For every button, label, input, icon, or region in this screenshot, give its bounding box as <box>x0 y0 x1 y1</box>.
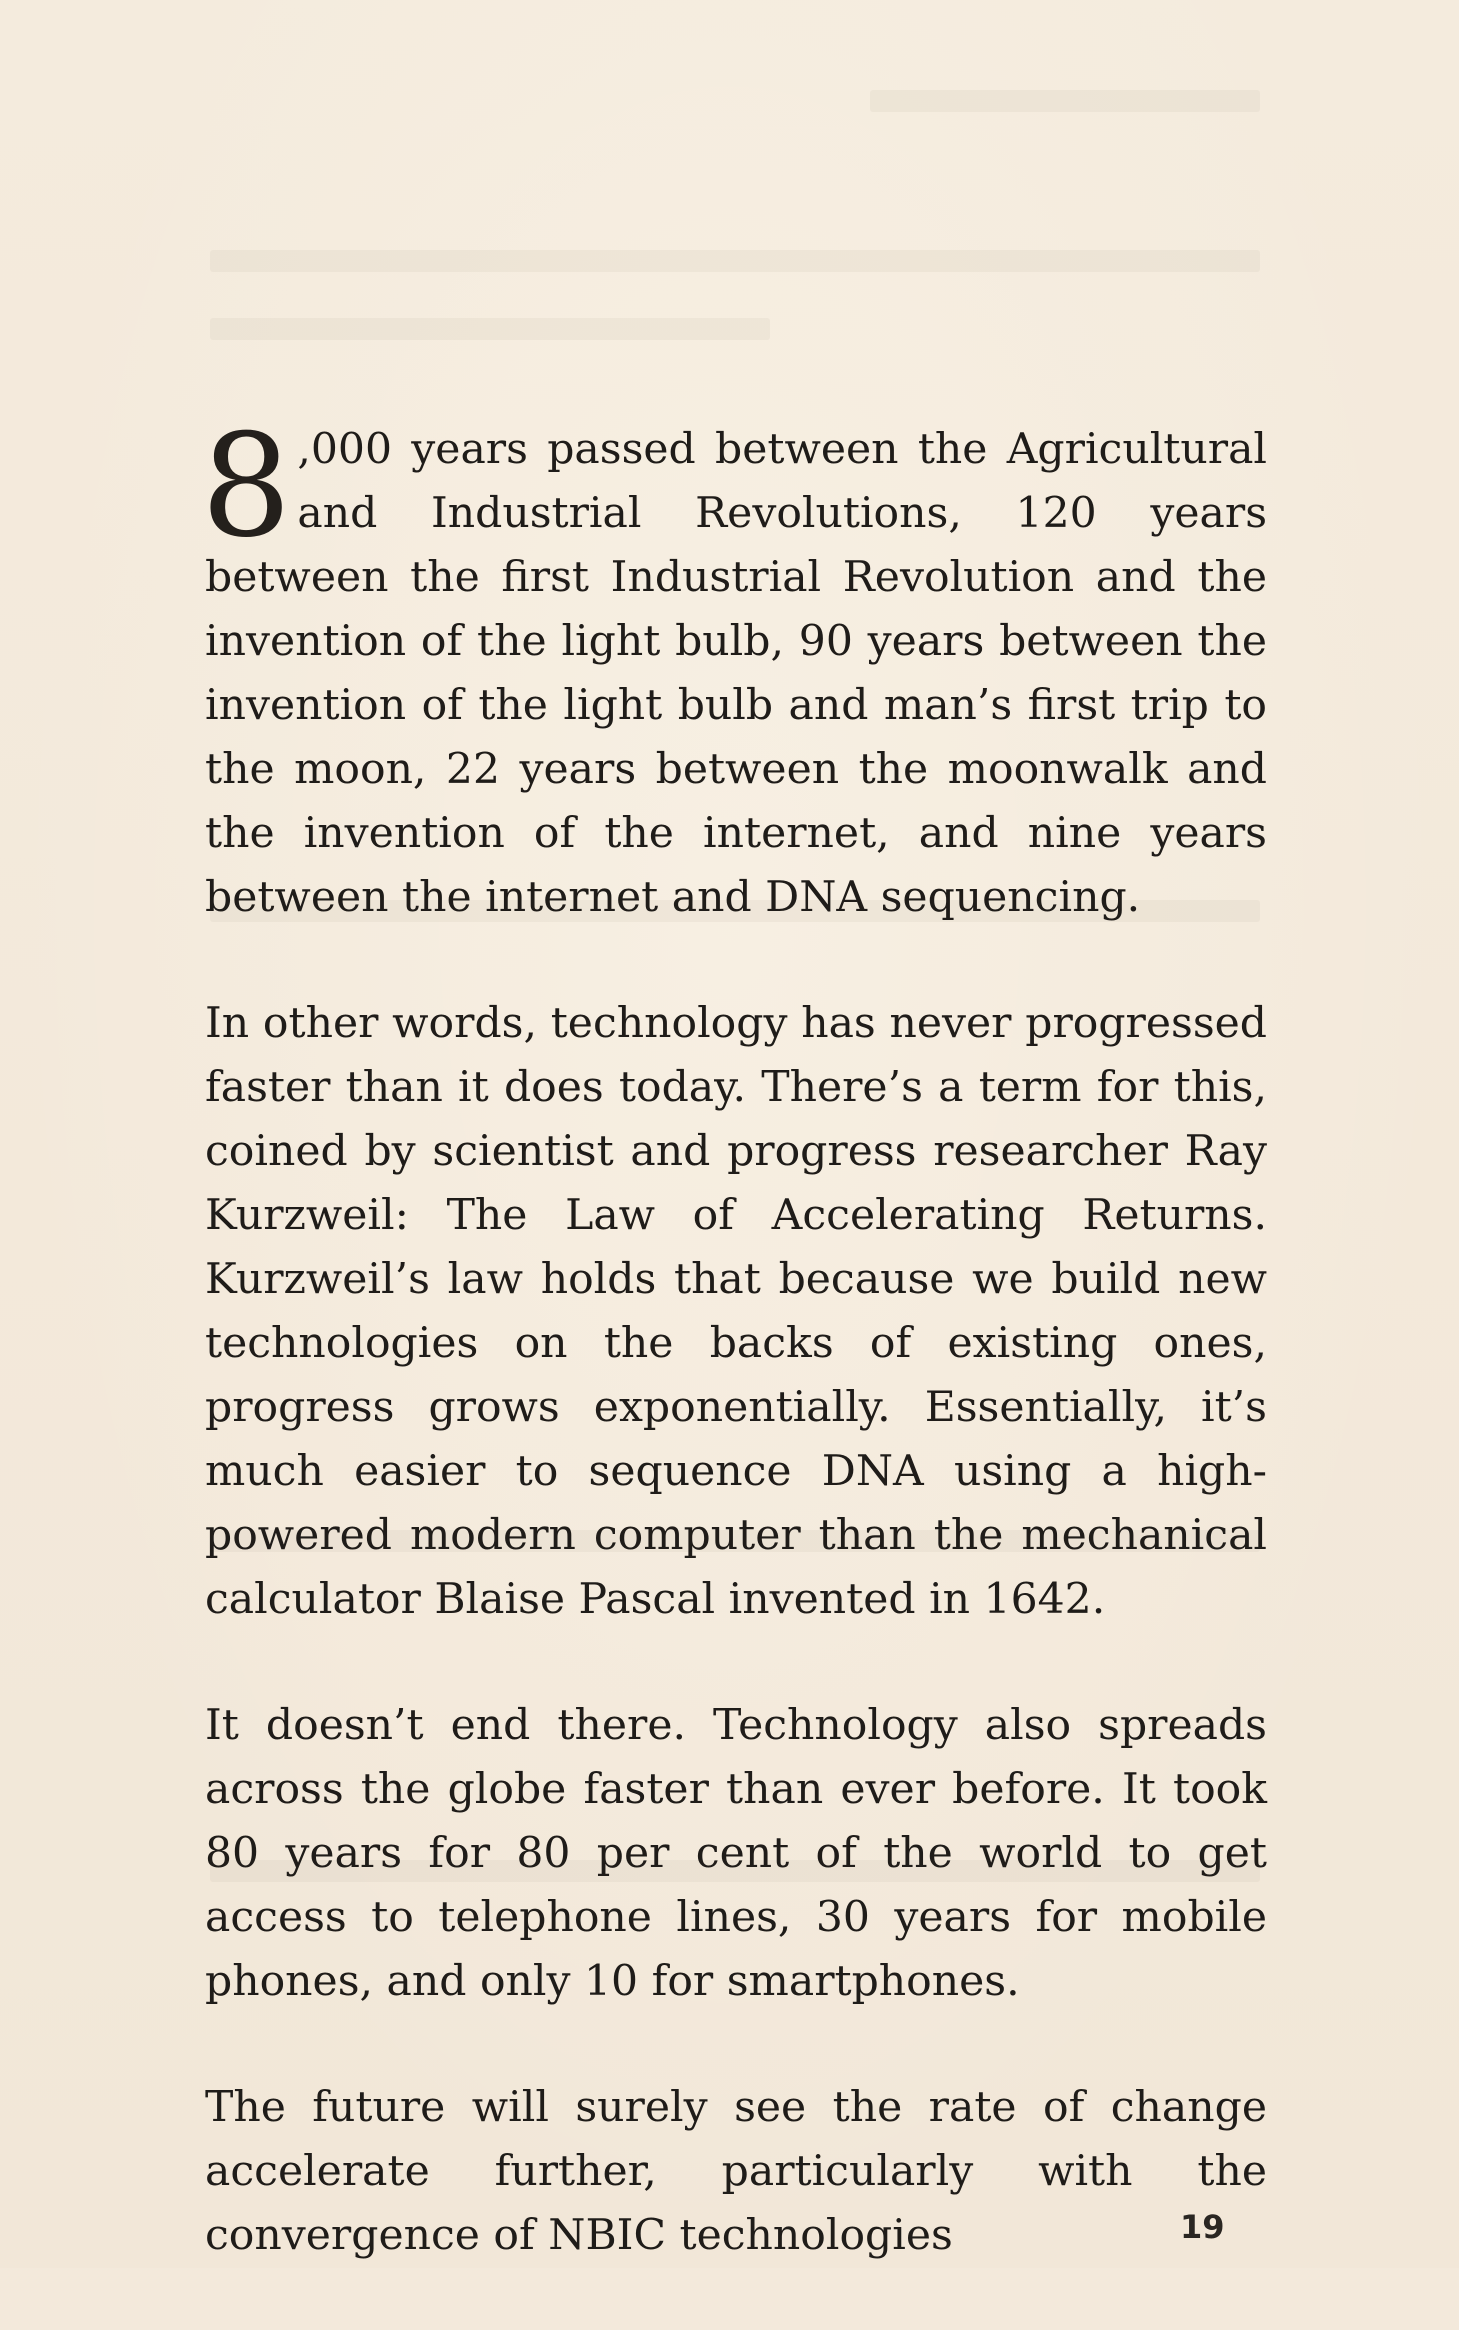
paragraph-1-text: ,000 years passed between the Agricultural and Industrial Revolutions, 120 years between the first Industrial Revolution and the invention of the light bulb, 90 years between the invention of the light bulb and man’s first trip to the moon, 22 years between the moonwalk and the invention of the internet, and nine years between the internet and DNA sequencing. <box>205 425 1267 922</box>
drop-cap: 8 <box>201 404 292 569</box>
page-number: 19 <box>1180 2208 1225 2246</box>
body-text <box>201 404 1267 2330</box>
bleed-through-mark <box>210 250 1260 272</box>
paragraph-1 <box>201 404 1267 930</box>
bleed-through-mark <box>210 318 770 340</box>
paragraph-2: In other words, technology has never progressed faster than it does today. There’s a term for this, coined by scientist and progress researcher Ray Kurzweil: The Law of Accelerating Returns. Kurzweil’s law holds that because we build new technologies on the backs of existing ones, progress grows exponentially. Essentially, it’s much easier to sequence DNA using a high-powered modern computer than the mechanical calculator Blaise Pascal invented in 1642. <box>205 999 1267 1624</box>
bleed-through-mark <box>870 90 1260 112</box>
paragraph-4: The future will surely see the rate of change accelerate further, particularly with the convergence of NBIC technologies <box>205 2083 1267 2260</box>
paragraph-3: It doesn’t end there. Technology also spreads across the globe faster than ever before. It took 80 years for 80 per cent of the world to get access to telephone lines, 30 years for mobile phones, and only 10 for smartphones. <box>205 1701 1267 2006</box>
